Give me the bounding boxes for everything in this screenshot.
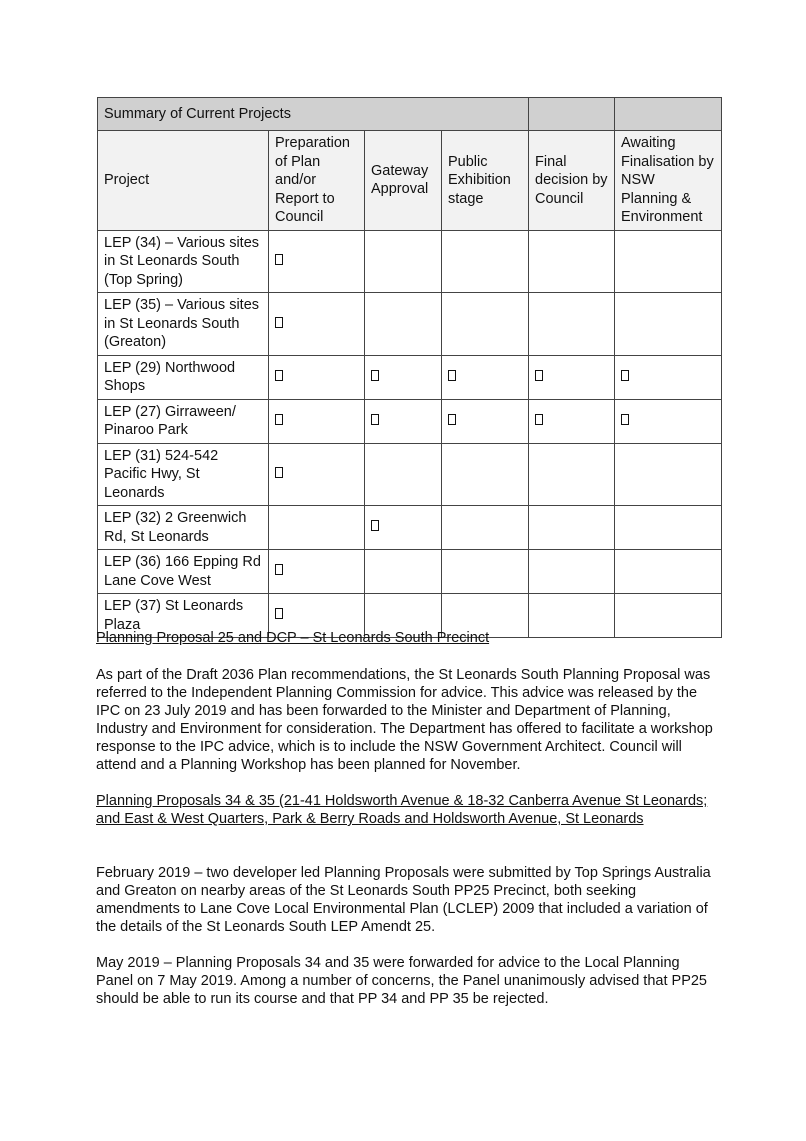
status-cell — [269, 399, 365, 443]
status-cell — [615, 399, 722, 443]
table-row — [98, 399, 722, 443]
section2-heading: Planning Proposals 34 & 35 (21-41 Holdsworth Avenue & 18-32 Canberra Avenue St Leonards; and East & West Quarters, Park & Berry Roads and Holdsworth Avenue, St Leonards — [96, 793, 708, 827]
column-header: Preparation of Plan and/or Report to Council — [269, 131, 365, 231]
status-cell — [615, 355, 722, 399]
status-cell — [365, 506, 442, 550]
checkbox-glyph-icon — [448, 414, 456, 425]
status-cell — [365, 550, 442, 594]
status-cell — [442, 355, 529, 399]
section2-paragraph-2: May 2019 – Planning Proposals 34 and 35 were forwarded for advice to the Local Planning Panel on 7 May 2019. Among a number of concerns, the Panel unanimously advised that PP25 should be able to run its course and that PP 34 and PP 35 be rejected. — [96, 955, 707, 1007]
section1-paragraph: As part of the Draft 2036 Plan recommendations, the St Leonards South Planning Proposal was referred to the Independent Planning Commission for advice. This advice was released by the IPC on 23 July 2019 and has been forwarded to the Minister and Department of Planning, Industry and Environment for consideration. The Department has offered to facilitate a workshop response to the IPC advice, which is to include the NSW Government Architect. Council will attend and a Planning Workshop has been planned for November. — [96, 667, 713, 773]
project-cell: LEP (35) – Various sites in St Leonards South (Greaton) — [98, 293, 269, 356]
checkbox-glyph-icon — [371, 370, 379, 381]
table-row — [98, 443, 722, 506]
status-cell — [615, 550, 722, 594]
column-header: Final decision by Council — [529, 131, 615, 231]
checkbox-glyph-icon — [621, 370, 629, 381]
checkbox-glyph-icon — [371, 520, 379, 531]
status-cell — [365, 293, 442, 356]
checkbox-glyph-icon — [448, 370, 456, 381]
status-cell — [269, 443, 365, 506]
table-row — [98, 293, 722, 356]
status-cell — [365, 399, 442, 443]
status-cell — [529, 506, 615, 550]
project-cell: LEP (32) 2 Greenwich Rd, St Leonards — [98, 506, 269, 550]
table-title: Summary of Current Projects — [98, 98, 529, 131]
checkbox-glyph-icon — [535, 370, 543, 381]
status-cell — [529, 293, 615, 356]
status-cell — [529, 355, 615, 399]
status-cell — [269, 506, 365, 550]
checkbox-glyph-icon — [621, 414, 629, 425]
table-header-row — [98, 131, 722, 231]
summary-table — [97, 97, 722, 638]
status-cell — [269, 230, 365, 293]
table-row — [98, 230, 722, 293]
project-cell: LEP (27) Girraween/ Pinaroo Park — [98, 399, 269, 443]
status-cell — [615, 443, 722, 506]
status-cell — [442, 230, 529, 293]
status-cell — [615, 506, 722, 550]
status-cell — [442, 399, 529, 443]
status-cell — [442, 443, 529, 506]
section1-heading: Planning Proposal 25 and DCP – St Leonards South Precinct — [96, 630, 490, 646]
project-cell: LEP (37) St Leonards Plaza — [98, 594, 269, 638]
checkbox-glyph-icon — [275, 254, 283, 265]
checkbox-glyph-icon — [371, 414, 379, 425]
status-cell — [269, 355, 365, 399]
column-header: Gateway Approval — [365, 131, 442, 231]
table-row — [98, 550, 722, 594]
status-cell — [529, 443, 615, 506]
column-header: Awaiting Finalisation by NSW Planning & Environment — [615, 131, 722, 231]
project-cell: LEP (34) – Various sites in St Leonards South (Top Spring) — [98, 230, 269, 293]
project-cell: LEP (31) 524-542 Pacific Hwy, St Leonards — [98, 443, 269, 506]
checkbox-glyph-icon — [275, 317, 283, 328]
section2-paragraph-1: February 2019 – two developer led Planning Proposals were submitted by Top Springs Australia and Greaton on nearby areas of the St Leonards South PP25 Precinct, both seeking amendments to Lane Cove Local Environmental Plan (LCLEP) 2009 that included a variation of the details of the St Leonards South LEP Amendt 25. — [96, 865, 711, 935]
checkbox-glyph-icon — [275, 608, 283, 619]
project-cell: LEP (36) 166 Epping Rd Lane Cove West — [98, 550, 269, 594]
status-cell — [615, 230, 722, 293]
project-cell: LEP (29) Northwood Shops — [98, 355, 269, 399]
status-cell — [269, 293, 365, 356]
status-cell — [529, 399, 615, 443]
status-cell — [615, 293, 722, 356]
status-cell — [442, 506, 529, 550]
table-title-row — [98, 98, 722, 131]
checkbox-glyph-icon — [535, 414, 543, 425]
status-cell — [365, 355, 442, 399]
status-cell — [529, 230, 615, 293]
checkbox-glyph-icon — [275, 414, 283, 425]
checkbox-glyph-icon — [275, 370, 283, 381]
column-header: Project — [98, 131, 269, 231]
table-row — [98, 506, 722, 550]
checkbox-glyph-icon — [275, 564, 283, 575]
checkbox-glyph-icon — [275, 467, 283, 478]
status-cell — [365, 230, 442, 293]
status-cell — [442, 293, 529, 356]
status-cell — [442, 550, 529, 594]
status-cell — [529, 550, 615, 594]
column-header: Public Exhibition stage — [442, 131, 529, 231]
status-cell — [365, 443, 442, 506]
table-row — [98, 355, 722, 399]
status-cell — [269, 550, 365, 594]
